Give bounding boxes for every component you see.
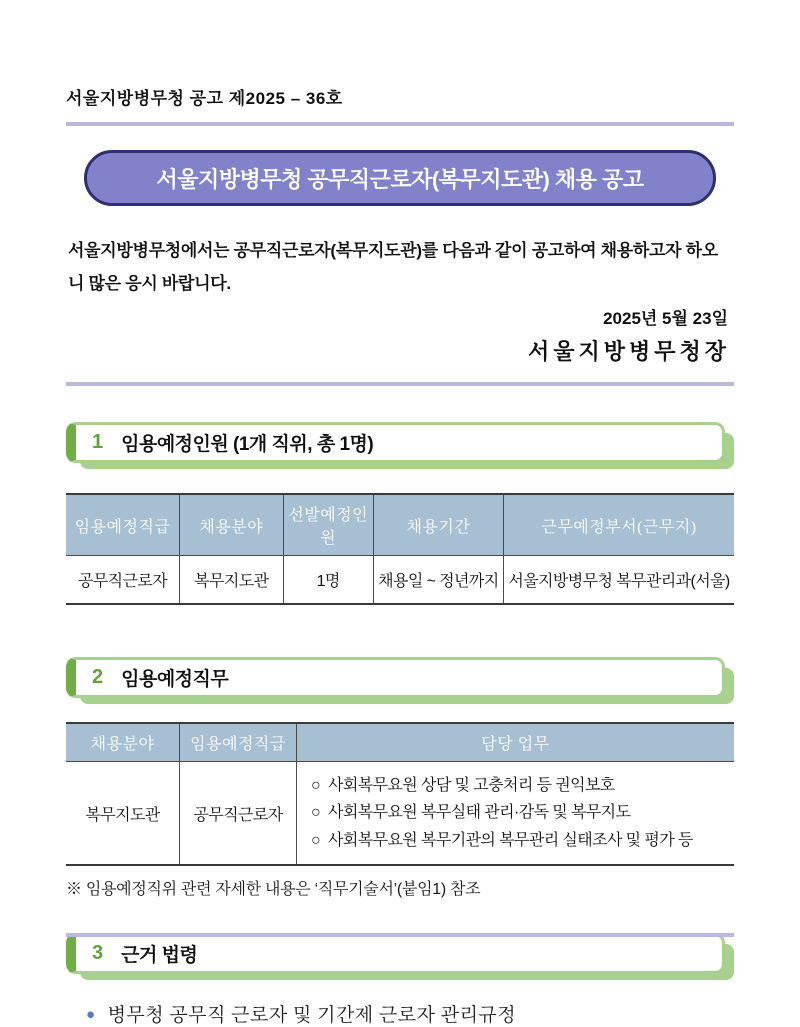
section-title: 근거 법령: [121, 944, 198, 966]
section-heading-1: [66, 422, 734, 469]
section-title: 임용예정인원 (1개 직위, 총 1명): [121, 434, 374, 456]
duty-text: 사회복무요원 복무기관의 복무관리 실태조사 및 평가 등: [328, 831, 693, 849]
circle-marker: ○: [310, 804, 321, 822]
section-number: 1: [92, 431, 104, 454]
cell-grade: 공무직근로자: [77, 573, 168, 591]
legal-basis-text: 병무청 공무직 근로자 및 기간제 근로자 관리규정: [107, 1004, 517, 1026]
section-heading-box: [66, 657, 725, 698]
column-header: 채용기간: [373, 494, 503, 556]
announcement-title-banner: [84, 150, 716, 206]
duty-item: [311, 772, 728, 799]
column-header: 임용예정직급: [66, 494, 180, 556]
cell-department: 서울지방병무청 복무관리과(서울): [504, 556, 735, 605]
cell-field: 복무지도관: [180, 556, 284, 605]
doc-number: 서울지방병무청 공고 제2025 – 36호: [66, 89, 343, 108]
column-header: 채용분야: [180, 494, 284, 556]
job-duties-table: [66, 722, 734, 866]
section-heading-2: [66, 657, 734, 704]
legal-basis-item: [86, 1000, 734, 1027]
planned-hiring-table: [66, 493, 734, 605]
announcement-date: 2025년 5월 23일: [603, 309, 728, 329]
column-header: 근무예정부서(근무지): [504, 494, 735, 556]
intro-paragraph: 서울지방병무청에서는 공무직근로자(복무지도관)를 다음과 같이 공고하여 채용하고자 하오니 많은 응시 바랍니다.: [68, 241, 718, 294]
circle-marker: ○: [310, 777, 321, 795]
page-title: 서울지방병무청 공무직근로자(복무지도관) 채용 공고: [156, 166, 644, 192]
cell-grade: 공무직근로자: [180, 762, 297, 865]
section-heading-box: [66, 422, 725, 463]
cell-duties: [296, 762, 734, 865]
column-header: 담당 업무: [296, 723, 734, 762]
table-header-row: [66, 723, 734, 762]
mid-divider: [66, 382, 734, 386]
table-header-row: [66, 494, 734, 556]
cell-field: 복무지도관: [85, 806, 160, 824]
top-divider: [66, 122, 734, 126]
duty-text: 사회복무요원 상담 및 고충처리 등 권익보호: [328, 777, 615, 795]
section-heading-box: [66, 933, 725, 974]
reference-footnote: ※ 임용예정직위 관련 자세한 내용은 ‘직무기술서’(붙임1) 참조: [66, 880, 481, 898]
cell-period: 채용일 ~ 정년까지: [373, 556, 503, 605]
duty-text: 사회복무요원 복무실태 관리·감독 및 복무지도: [328, 804, 631, 822]
section-number: 3: [92, 941, 104, 964]
column-header: 선발예정인원: [283, 494, 373, 556]
section-heading-3: [66, 933, 734, 980]
cell-headcount: 1명: [283, 556, 373, 605]
column-header: 임용예정직급: [180, 723, 297, 762]
section-number: 2: [92, 666, 104, 689]
table-row: [66, 762, 734, 865]
bullet-icon: ●: [86, 1006, 96, 1023]
column-header: 채용분야: [66, 723, 180, 762]
duty-item: [311, 827, 728, 854]
circle-marker: ○: [310, 831, 321, 849]
section-title: 임용예정직무: [121, 669, 229, 691]
signer-title: 서울지방병무청장: [527, 339, 730, 365]
table-row: [66, 556, 734, 605]
bottom-divider: [66, 933, 734, 937]
duty-item: [311, 799, 728, 826]
